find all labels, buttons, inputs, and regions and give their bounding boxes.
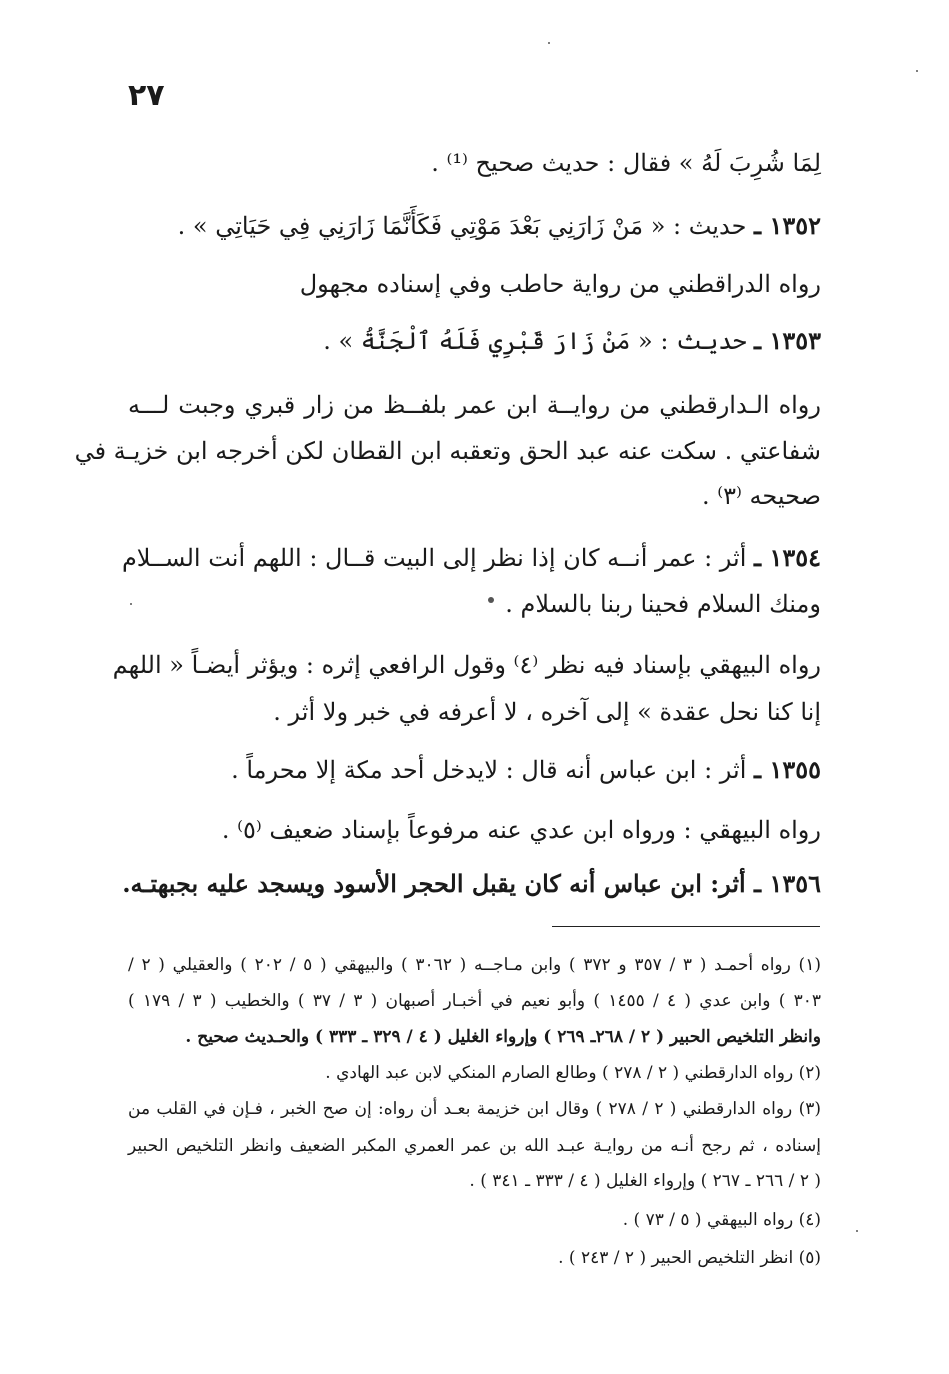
scan-speck [856, 1230, 858, 1232]
athar-text: أثر : ابن عباس أنه قال : لايدخل أحد مكة إلا محرماً . [231, 756, 747, 784]
hadith-number: ١٣٥٢ ـ [754, 211, 821, 240]
footnote-3-line-1: (٣) رواه الدارقطني ( ٢ / ٢٧٨ ) وقال ابن خزيمة بعـد أن رواه: إن صح الخبر ، فـإن في القلب من [128, 1099, 821, 1119]
athar-text: أثر : عمر أنــه كان إذا نظر إلى البيت قــال : اللهم أنت الســلام [121, 544, 747, 572]
narration-1353-line-2: شفاعتي . سكت عنه عبد الحق وتعقبه ابن القطان لكن أخرجه ابن خزيـة في [74, 437, 821, 465]
footnote-1-line-2: ٣٠٣ ) وابن عدي ( ٤ / ١٤٥٥ ) وأبو نعيم في أخبـار أصبهان ( ٣ / ٣٧ ) والخطيب ( ٣ / ١٧٩ ) [128, 991, 821, 1011]
page-number: ٢٧ [128, 78, 165, 113]
narration-1355: رواه البيهقي : ورواه ابن عدي عنه مرفوعاً بإسناد ضعيف ⁽٥⁾ . [221, 816, 821, 844]
hadith-text: حديث : « مَنْ زَارَ قَبْرِي فَلَهُ ٱلْجَنَّةُ » . [323, 327, 747, 355]
athar-number: ١٣٥٦ ـ [754, 869, 821, 898]
athar-1356 [122, 864, 821, 904]
scan-speck [130, 603, 132, 605]
athar-text: أثر: ابن عباس أنه كان يقبل الحجر الأسود ويسجد عليه بجبهتـه. [122, 869, 746, 898]
athar-1355 [231, 750, 821, 790]
footnote-1-line-1: (١) رواه أحمـد ( ٣ / ٣٥٧ و ٣٧٢ ) وابن مـاجــه ( ٣٠٦٢ ) والبيهقي ( ٥ / ٢٠٢ ) والعقيلي ( ٢ / [128, 955, 821, 975]
athar-1354-line-2: ومنك السلام فحينا ربنا بالسلام . [505, 590, 821, 618]
footnote-3-line-3: ( ٢ / ٢٦٦ ـ ٢٦٧ ) وإرواء الغليل ( ٤ / ٣٣٣ ـ ٣٤١ ) . [469, 1171, 821, 1191]
scan-speck [488, 597, 494, 603]
scan-speck [916, 70, 918, 72]
narration-1352: رواه الدراقطني من رواية حاطب وفي إسناده مجهول [299, 270, 821, 298]
footnote-3-line-2: إسناده ، ثم رجح أنـه من روايـة عبـد الله بن عمر العمري المكبر الضعيف وانظر التلخيص الحبير [128, 1136, 821, 1156]
athar-number: ١٣٥٤ ـ [754, 543, 821, 572]
scan-speck [548, 42, 550, 44]
hadith-1353 [323, 321, 821, 361]
hadith-1351-end: لِمَا شُرِبَ لَهُ » فقال : حديث صحيح ⁽¹⁾ . [431, 149, 821, 177]
hadith-text: حديث : « مَنْ زَارَنِي بَعْدَ مَوْتِي فَكَأَنَّمَا زَارَنِي فِي حَيَاتِي » . [177, 212, 747, 240]
athar-number: ١٣٥٥ ـ [754, 755, 821, 784]
athar-1354-line-1 [121, 538, 821, 578]
narration-1353-line-3: صحيحه ⁽٣⁾ . [701, 482, 821, 510]
narration-1354-line-2: إنا كنا نحل عقدة » إلى آخره ، لا أعرفه في خبر ولا أثر . [273, 698, 821, 726]
narration-1354-line-1: رواه البيهقي بإسناد فيه نظر ⁽٤⁾ وقول الرافعي إثره : ويؤثر أيضـاً « اللهم [112, 651, 821, 679]
hadith-1352 [178, 206, 821, 246]
footnote-2: (٢) رواه الدارقطني ( ٢ / ٢٧٨ ) وطالع الصارم المنكي لابن عبد الهادي . [325, 1063, 821, 1083]
footnote-4: (٤) رواه البيهقي ( ٥ / ٧٣ ) . [622, 1210, 821, 1230]
footnote-5: (٥) انظر التلخيص الحبير ( ٢ / ٢٤٣ ) . [558, 1248, 821, 1268]
hadith-number: ١٣٥٣ ـ [754, 326, 821, 355]
narration-1353-line-1: رواه الـدارقطني من روايــة ابن عمر بلفــظ من زار قبري وجبت لـــه [128, 391, 821, 419]
footnote-separator [552, 926, 820, 927]
footnote-1-line-3: وانظر التلخيص الحبير ( ٢ / ٢٦٨ـ ٢٦٩ ) وإرواء الغليل ( ٤ / ٣٢٩ ـ ٣٣٣ ) والحـديث صحيح . [185, 1027, 821, 1047]
